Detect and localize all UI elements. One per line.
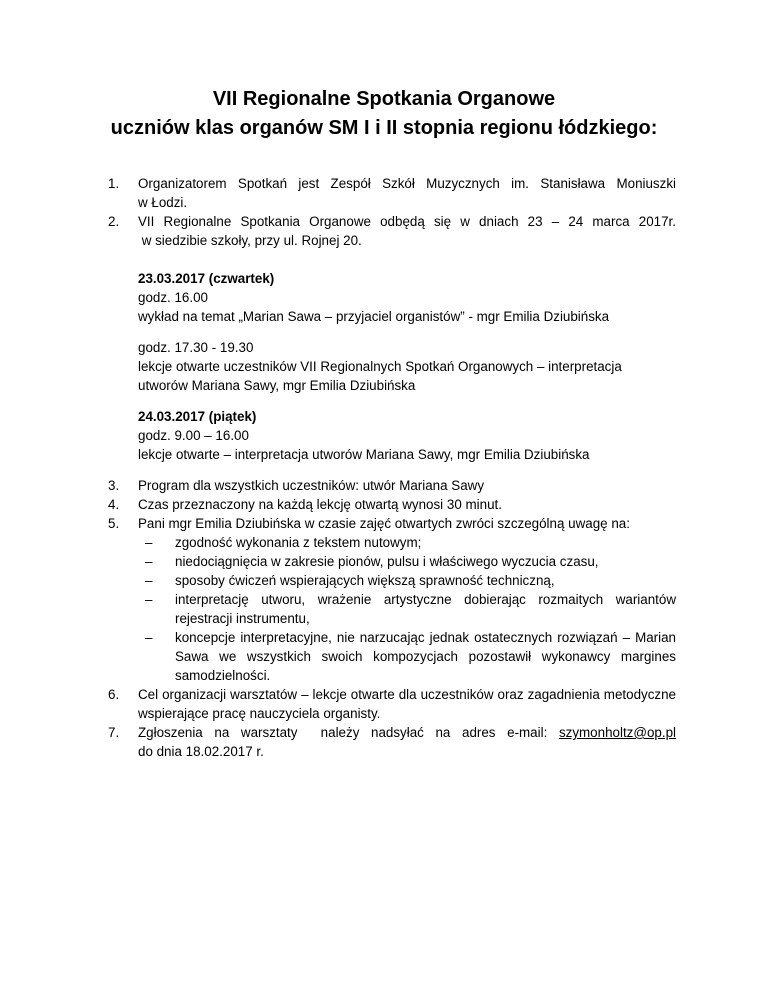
list-item-text-cont: w siedzibie szkoły, przy ul. Rojnej 20.: [138, 233, 362, 248]
list-item-5: [108, 514, 676, 533]
list-item-text: Program dla wszystkich uczestników: utwór Mariana Sawy: [138, 478, 485, 493]
sub-list-item-5: [108, 628, 676, 685]
list-item-4: [108, 495, 676, 514]
sub-list-item-text: interpretację utworu, wrażenie artystyczne dobierając rozmaitych wariantów rejestracji instrumentu,: [175, 592, 676, 626]
event-description: wykład na temat „Marian Sawa – przyjaciel organistów” - mgr Emilia Dziubińska: [138, 309, 610, 324]
sub-list-item-4: [108, 590, 676, 628]
list-item-text: VII Regionalne Spotkania Organowe odbędą się w dniach 23 – 24 marca 2017r.: [138, 214, 676, 229]
list-number: 1.: [108, 176, 120, 191]
page-title-line-1: VII Regionalne Spotkania Organowe: [212, 88, 556, 110]
list-item-text-cont: w Łodzi.: [138, 195, 188, 210]
list-item-text-cont: do dnia 18.02.2017 r.: [138, 744, 264, 759]
list-item-2: [108, 212, 676, 250]
list-continued: [108, 476, 676, 761]
list-number: 5.: [108, 516, 120, 531]
event-time: godz. 9.00 – 16.00: [138, 428, 249, 443]
event-date: 24.03.2017 (piątek): [138, 409, 257, 424]
sub-list-item-text: zgodność wykonania z tekstem nutowym;: [175, 535, 422, 550]
list-item-text: Pani mgr Emilia Dziubińska w czasie zajęć otwartych zwróci szczególną uwagę na:: [138, 516, 630, 531]
dash-bullet: –: [145, 554, 153, 569]
event-description-cont: utworów Mariana Sawy, mgr Emilia Dziubińska: [138, 378, 416, 393]
event-time: godz. 17.30 - 19.30: [138, 340, 254, 355]
dash-bullet: –: [145, 592, 153, 607]
event-description: lekcje otwarte uczestników VII Regionalnych Spotkań Organowych – interpretacja: [138, 359, 622, 374]
list-item-3: [108, 476, 676, 495]
list-number: 4.: [108, 497, 120, 512]
list-number: 2.: [108, 214, 120, 229]
sub-list-item-2: [108, 552, 676, 571]
dash-bullet: –: [145, 573, 153, 588]
event-date: 23.03.2017 (czwartek): [138, 271, 275, 286]
list-item-7: [108, 723, 676, 761]
event-description: lekcje otwarte – interpretacja utworów Mariana Sawy, mgr Emilia Dziubińska: [138, 447, 590, 462]
dash-bullet: –: [145, 535, 153, 550]
list-item-text: Organizatorem Spotkań jest Zespół Szkół Muzycznych im. Stanisława Moniuszki: [138, 176, 676, 191]
dash-bullet: –: [145, 630, 153, 645]
schedule-event-3: [108, 407, 676, 464]
list-number: 3.: [108, 478, 120, 493]
email-link[interactable]: szymonholtz@op.pl: [558, 725, 676, 740]
list-number: 6.: [108, 687, 120, 702]
list-item-1: [108, 174, 676, 212]
document-body: [108, 174, 676, 761]
list-item-6: [108, 685, 676, 723]
list-number: 7.: [108, 725, 120, 740]
schedule-event-1: [108, 269, 676, 326]
sub-list-item-text: koncepcje interpretacyjne, nie narzucając jednak ostatecznych rozwiązań – Marian Sawa we wszystkich swoich kompozycjach pozostawił wykonawcy margines samodzielności.: [175, 630, 676, 683]
sub-list-item-text: sposoby ćwiczeń wspierających większą sprawność techniczną,: [175, 573, 555, 588]
list-item-text: Cel organizacji warsztatów – lekcje otwarte dla uczestników oraz zagadnienia metodyczne wspierające pracę nauczyciela organisty.: [138, 687, 676, 721]
sub-list-item-3: [108, 571, 676, 590]
schedule-event-2: [108, 338, 676, 395]
list-item-text: Zgłoszenia na warsztaty należy nadsyłać na adres e-mail:: [138, 725, 548, 740]
page-title-line-2: uczniów klas organów SM I i II stopnia regionu łódzkiego:: [110, 117, 658, 139]
list-item-text-line: [138, 723, 676, 742]
sub-list-item-text: niedociągnięcia w zakresie pionów, pulsu i właściwego wyczucia czasu,: [175, 554, 599, 569]
sub-list-item-1: [108, 533, 676, 552]
event-time: godz. 16.00: [138, 290, 208, 305]
list-item-text: Czas przeznaczony na każdą lekcję otwartą wynosi 30 minut.: [138, 497, 502, 512]
